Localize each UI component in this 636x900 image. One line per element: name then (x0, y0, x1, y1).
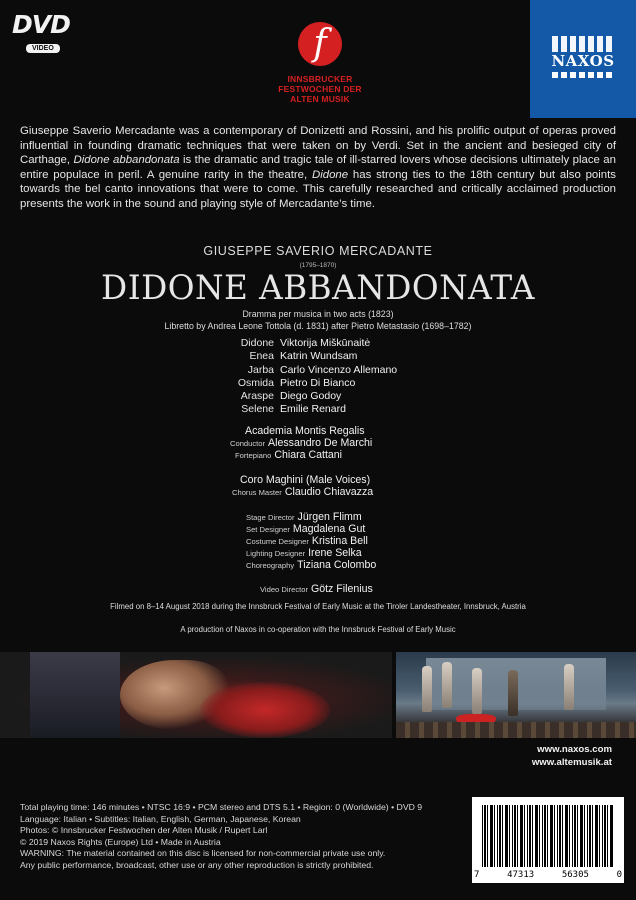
cast-role: Selene (241, 403, 274, 416)
chorus-master-name: Claudio Chiavazza (284, 486, 374, 498)
cast-role: Jarba (247, 363, 274, 376)
conductor-label: Conductor (230, 439, 266, 448)
dvd-logo-text: DVD (12, 10, 70, 39)
festival-logo-line2: FESTWOCHEN DER (278, 84, 362, 94)
altemusik-url[interactable]: www.altemusik.at (531, 757, 612, 768)
festival-logo (270, 22, 370, 104)
creative-credit (246, 547, 362, 559)
video-director-credit (260, 583, 373, 595)
fortepiano-credit (235, 449, 342, 461)
production-photo-right (396, 652, 636, 738)
conductor-name: Alessandro De Marchi (268, 437, 373, 449)
barcode (472, 797, 624, 883)
creative-label: Lighting Designer (246, 549, 306, 558)
spec-line: Language: Italian • Subtitles: Italian, English, German, Japanese, Korean (20, 813, 301, 824)
technical-specs (20, 802, 460, 871)
festival-logo-line3: ALTEN MUSIK (290, 94, 350, 104)
creative-label: Stage Director (246, 513, 295, 522)
cast-role: Osmida (237, 376, 274, 389)
cast-row (210, 337, 510, 350)
video-director-label: Video Director (260, 585, 308, 594)
naxos-columns-icon (552, 36, 614, 52)
chorus-master-label: Chorus Master (232, 488, 282, 497)
choir-name: Coro Maghini (Male Voices) (240, 474, 371, 486)
naxos-logo (530, 0, 636, 118)
production-note: A production of Naxos in co-operation with the Innsbruck Festival of Early Music (180, 625, 456, 634)
creative-name: Kristina Bell (311, 535, 368, 547)
creative-label: Set Designer (246, 525, 290, 534)
cast-singer: Emilie Renard (280, 403, 346, 416)
barcode-digit: 47313 (507, 870, 535, 880)
spec-line: WARNING: The material contained on this disc is licensed for non-commercial private use only. (20, 848, 386, 858)
cast-singer: Diego Godoy (280, 390, 342, 403)
cast-row (210, 377, 510, 390)
creative-credit (246, 511, 362, 523)
fortepiano-name: Chiara Cattani (274, 449, 343, 461)
intro-text-2: is the dramatic and tragic tale of ill-starred lovers whose decisions ultimately place an entire populace in peril. A genuine rarity in the theatre, (20, 154, 616, 181)
creative-credit (246, 523, 365, 535)
production-photo-left (0, 652, 392, 738)
cast-row (210, 403, 510, 416)
intro-title-1: Didone abbandonata (73, 154, 180, 167)
creative-name: Tiziana Colombo (297, 559, 377, 571)
cast-row (210, 350, 510, 363)
orchestra-name: Academia Montis Regalis (245, 425, 365, 437)
opera-title: DIDONE ABBANDONATA (101, 268, 535, 308)
festival-logo-line1: INNSBRUCKER (287, 74, 353, 84)
dvd-video-logo (12, 12, 94, 52)
cast-row (210, 364, 510, 377)
dvd-logo-subtext: VIDEO (26, 44, 60, 53)
opera-subtitle: Dramma per musica in two acts (1823) (242, 309, 394, 319)
creative-credit (246, 535, 368, 547)
conductor-credit (230, 437, 372, 449)
video-director-name: Götz Filenius (310, 583, 373, 595)
creative-credit (246, 559, 376, 571)
cast-singer: Viktorija Miškūnaitė (280, 337, 371, 349)
filming-note: Filmed on 8–14 August 2018 during the Innsbruck Festival of Early Music at the Tiroler Landestheater, Innsbruck, Austria (110, 602, 526, 611)
creative-label: Costume Designer (246, 537, 309, 546)
intro-text-1: Giuseppe Saverio Mercadante was a contemporary of Donizetti and Rossini, and his prolific output of operas proved influential in founding dramatic techniques that were taken on by Verdi. Set in the ancient and besieged city of Carthage, (20, 125, 616, 167)
intro-paragraph (20, 124, 616, 212)
naxos-url[interactable]: www.naxos.com (537, 744, 612, 755)
cast-singer: Carlo Vincenzo Allemano (280, 363, 398, 376)
cast-role: Araspe (240, 390, 274, 403)
cast-row (210, 390, 510, 403)
barcode-digit: 7 (474, 870, 480, 880)
intro-title-2: Didone (311, 168, 349, 181)
spec-line: © 2019 Naxos Rights (Europe) Ltd • Made in Austria (20, 836, 221, 847)
naxos-base-icon (552, 72, 614, 78)
barcode-digit: 56305 (561, 870, 589, 880)
cast-singer: Katrin Wundsam (280, 350, 358, 363)
cast-role: Didone (240, 337, 274, 349)
creative-name: Irene Selka (308, 547, 362, 559)
spec-line: Total playing time: 146 minutes • NTSC 16:9 • PCM stereo and DTS 5.1 • Region: 0 (Worldwide) • DVD 9 (20, 802, 423, 812)
creative-name: Magdalena Gut (292, 523, 366, 535)
festival-emblem-icon: f (298, 22, 342, 66)
intro-text-3: has strong ties to the 18th century but also points towards the bel canto innovations that were to come. This carefully researched and critically acclaimed production presents the work in the sound and playing style of Mercadante’s time. (20, 168, 616, 210)
spec-line: Any public performance, broadcast, other use or any other reproduction is strictly prohibited. (20, 859, 374, 870)
naxos-logo-text: NAXOS (551, 52, 615, 70)
creative-label: Choreography (246, 561, 295, 570)
composer-dates: (1795–1870) (299, 262, 337, 269)
composer-name: GIUSEPPE SAVERIO MERCADANTE (203, 244, 433, 258)
libretto-credit: Libretto by Andrea Leone Tottola (d. 1831) after Pietro Metastasio (1698–1782) (164, 321, 472, 331)
barcode-digit: 0 (616, 870, 622, 880)
cast-singer: Pietro Di Bianco (280, 376, 356, 389)
fortepiano-label: Fortepiano (235, 451, 272, 460)
spec-line: Photos: © Innsbrucker Festwochen der Alten Musik / Rupert Larl (20, 825, 268, 835)
chorus-master-credit (232, 486, 373, 498)
cast-list (210, 337, 510, 417)
cast-role: Enea (249, 350, 274, 363)
barcode-bars-icon (482, 805, 614, 867)
creative-name: Jürgen Flimm (297, 511, 362, 523)
